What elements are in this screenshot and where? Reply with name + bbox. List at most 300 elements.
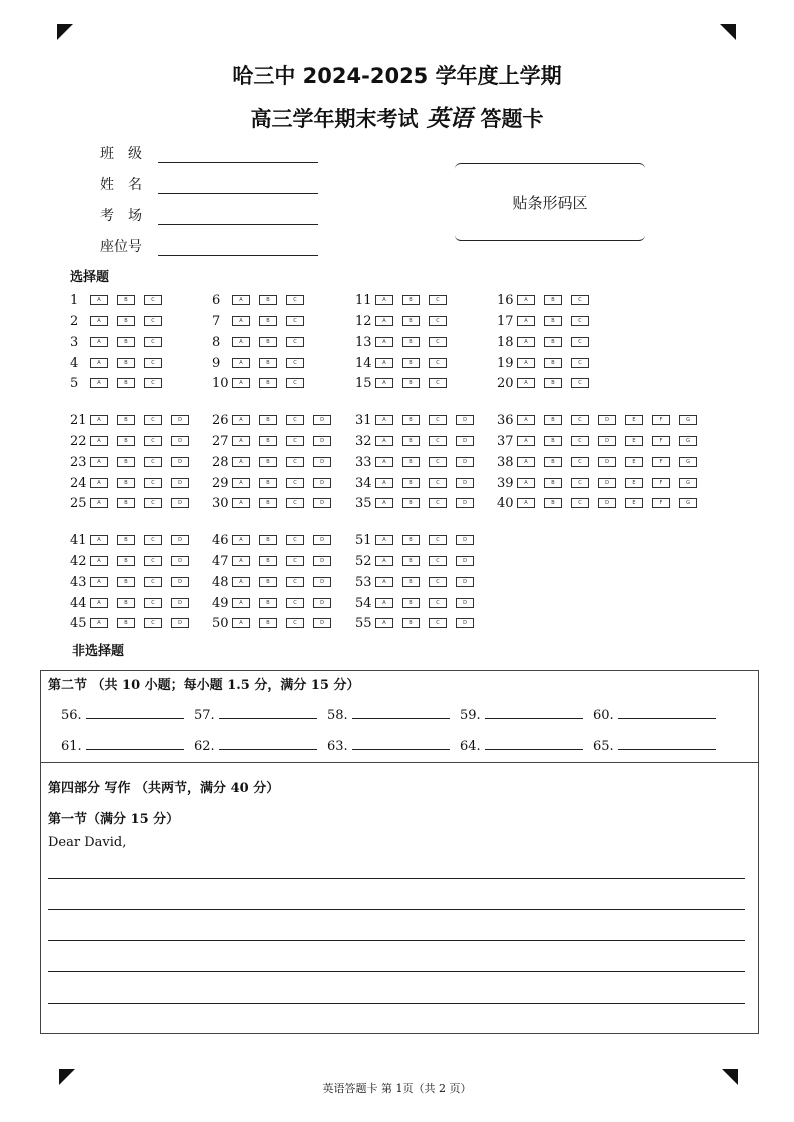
answer-bubble[interactable]: B bbox=[402, 295, 420, 305]
answer-bubble[interactable]: C bbox=[144, 457, 162, 467]
answer-bubble[interactable]: A bbox=[90, 436, 108, 446]
answer-bubble[interactable]: C bbox=[429, 378, 447, 388]
answer-bubble[interactable]: D bbox=[171, 577, 189, 587]
question-number: 6 bbox=[212, 292, 221, 308]
answer-bubble[interactable]: C bbox=[144, 618, 162, 628]
answer-bubble[interactable]: B bbox=[259, 618, 277, 628]
question-35 bbox=[355, 496, 483, 510]
answer-bubble[interactable]: A bbox=[232, 618, 250, 628]
answer-bubble[interactable]: D bbox=[313, 535, 331, 545]
answer-bubble[interactable]: G bbox=[679, 415, 697, 425]
answer-bubble[interactable]: C bbox=[286, 478, 304, 488]
question-number: 32 bbox=[355, 433, 372, 449]
fill-number: 60. bbox=[593, 708, 614, 723]
answer-bubble[interactable]: A bbox=[375, 577, 393, 587]
answer-bubble[interactable]: D bbox=[598, 478, 616, 488]
answer-bubble[interactable]: C bbox=[429, 478, 447, 488]
answer-bubble[interactable]: D bbox=[171, 415, 189, 425]
question-number: 40 bbox=[497, 495, 514, 511]
answer-bubble[interactable]: D bbox=[313, 478, 331, 488]
class-field[interactable] bbox=[158, 148, 318, 163]
fill-blank[interactable] bbox=[485, 706, 583, 719]
question-18 bbox=[497, 335, 598, 349]
answer-bubble[interactable]: D bbox=[171, 498, 189, 508]
answer-bubble[interactable]: D bbox=[598, 436, 616, 446]
question-number: 24 bbox=[70, 475, 87, 491]
question-number: 31 bbox=[355, 412, 372, 428]
answer-bubble[interactable]: D bbox=[313, 598, 331, 608]
answer-bubble[interactable]: A bbox=[232, 478, 250, 488]
answer-bubble[interactable]: B bbox=[402, 436, 420, 446]
answer-bubble[interactable]: E bbox=[625, 478, 643, 488]
question-number: 20 bbox=[497, 375, 514, 391]
answer-bubble[interactable]: A bbox=[90, 337, 108, 347]
part4-section1-header: 第一节（满分 15 分） bbox=[48, 812, 180, 827]
answer-bubble[interactable]: A bbox=[90, 478, 108, 488]
question-43 bbox=[70, 575, 198, 589]
question-11 bbox=[355, 293, 456, 307]
answer-bubble[interactable]: A bbox=[90, 535, 108, 545]
corner-mark-top-left bbox=[57, 24, 73, 40]
answer-bubble[interactable]: C bbox=[286, 577, 304, 587]
question-53 bbox=[355, 575, 483, 589]
question-number: 16 bbox=[497, 292, 514, 308]
answer-bubble[interactable]: D bbox=[313, 556, 331, 566]
answer-bubble[interactable]: A bbox=[232, 337, 250, 347]
answer-bubble[interactable]: B bbox=[544, 436, 562, 446]
answer-bubble[interactable]: B bbox=[544, 498, 562, 508]
seat-field[interactable] bbox=[158, 241, 318, 256]
answer-bubble[interactable]: C bbox=[429, 556, 447, 566]
answer-bubble[interactable]: B bbox=[117, 295, 135, 305]
question-54 bbox=[355, 596, 483, 610]
answer-bubble[interactable]: C bbox=[429, 618, 447, 628]
answer-bubble[interactable]: B bbox=[402, 598, 420, 608]
answer-bubble[interactable]: C bbox=[429, 337, 447, 347]
answer-bubble[interactable]: A bbox=[232, 295, 250, 305]
answer-bubble[interactable]: B bbox=[117, 478, 135, 488]
answer-bubble[interactable]: C bbox=[429, 498, 447, 508]
answer-bubble[interactable]: C bbox=[286, 295, 304, 305]
answer-bubble[interactable]: A bbox=[517, 358, 535, 368]
fill-blank[interactable] bbox=[219, 706, 317, 719]
answer-bubble[interactable]: B bbox=[259, 295, 277, 305]
question-34 bbox=[355, 476, 483, 490]
answer-bubble[interactable]: C bbox=[144, 577, 162, 587]
answer-bubble[interactable]: C bbox=[286, 498, 304, 508]
answer-bubble[interactable]: B bbox=[117, 598, 135, 608]
answer-bubble[interactable]: C bbox=[286, 378, 304, 388]
answer-bubble[interactable]: A bbox=[90, 457, 108, 467]
fill-blank[interactable] bbox=[485, 737, 583, 750]
answer-bubble[interactable]: F bbox=[652, 478, 670, 488]
answer-bubble[interactable]: D bbox=[456, 415, 474, 425]
answer-bubble[interactable]: F bbox=[652, 457, 670, 467]
answer-bubble[interactable]: D bbox=[313, 618, 331, 628]
answer-bubble[interactable]: C bbox=[144, 535, 162, 545]
answer-bubble[interactable]: B bbox=[117, 577, 135, 587]
fill-blank[interactable] bbox=[352, 737, 450, 750]
answer-bubble[interactable]: D bbox=[171, 556, 189, 566]
fill-blank[interactable] bbox=[86, 737, 184, 750]
question-19 bbox=[497, 356, 598, 370]
answer-bubble[interactable]: C bbox=[571, 457, 589, 467]
question-number: 41 bbox=[70, 532, 87, 548]
fill-blank[interactable] bbox=[618, 737, 716, 750]
answer-bubble[interactable]: D bbox=[313, 436, 331, 446]
name-field[interactable] bbox=[158, 179, 318, 194]
answer-bubble[interactable]: D bbox=[456, 556, 474, 566]
answer-bubble[interactable]: B bbox=[259, 556, 277, 566]
answer-bubble[interactable]: A bbox=[517, 316, 535, 326]
answer-bubble[interactable]: A bbox=[232, 598, 250, 608]
answer-bubble[interactable]: C bbox=[286, 316, 304, 326]
answer-bubble[interactable]: A bbox=[90, 295, 108, 305]
answer-bubble[interactable]: B bbox=[259, 478, 277, 488]
answer-bubble[interactable]: B bbox=[259, 358, 277, 368]
title-line-1: 哈三中 2024-2025 学年度上学期 bbox=[232, 64, 562, 88]
answer-bubble[interactable]: B bbox=[259, 415, 277, 425]
question-number: 33 bbox=[355, 454, 372, 470]
writing-line[interactable] bbox=[48, 971, 745, 972]
answer-bubble[interactable]: D bbox=[171, 436, 189, 446]
info-label: 座位号 bbox=[100, 239, 142, 255]
answer-bubble[interactable]: F bbox=[652, 415, 670, 425]
info-seat bbox=[100, 236, 318, 256]
answer-bubble[interactable]: D bbox=[456, 436, 474, 446]
title-card: 答题卡 bbox=[480, 107, 544, 131]
answer-bubble[interactable]: A bbox=[375, 295, 393, 305]
question-number: 13 bbox=[355, 334, 372, 350]
answer-bubble[interactable]: A bbox=[90, 556, 108, 566]
answer-bubble[interactable]: A bbox=[90, 598, 108, 608]
answer-bubble[interactable]: C bbox=[429, 316, 447, 326]
answer-bubble[interactable]: C bbox=[144, 358, 162, 368]
answer-bubble[interactable]: B bbox=[402, 358, 420, 368]
question-13 bbox=[355, 335, 456, 349]
answer-bubble[interactable]: E bbox=[625, 498, 643, 508]
answer-bubble[interactable]: B bbox=[402, 457, 420, 467]
answer-bubble[interactable]: A bbox=[232, 316, 250, 326]
answer-bubble[interactable]: C bbox=[286, 618, 304, 628]
answer-bubble[interactable]: D bbox=[456, 498, 474, 508]
answer-bubble[interactable]: A bbox=[375, 316, 393, 326]
answer-bubble[interactable]: C bbox=[571, 378, 589, 388]
answer-bubble[interactable]: G bbox=[679, 457, 697, 467]
question-number: 17 bbox=[497, 313, 514, 329]
answer-bubble[interactable]: D bbox=[313, 498, 331, 508]
fill-blank[interactable] bbox=[219, 737, 317, 750]
answer-bubble[interactable]: B bbox=[544, 378, 562, 388]
answer-bubble[interactable]: B bbox=[117, 556, 135, 566]
answer-bubble[interactable]: B bbox=[402, 556, 420, 566]
answer-bubble[interactable]: B bbox=[259, 498, 277, 508]
answer-bubble[interactable]: B bbox=[402, 337, 420, 347]
answer-bubble[interactable]: A bbox=[232, 556, 250, 566]
answer-bubble[interactable]: C bbox=[571, 358, 589, 368]
info-label: 姓 名 bbox=[100, 177, 142, 193]
answer-bubble[interactable]: D bbox=[313, 457, 331, 467]
answer-bubble[interactable]: A bbox=[517, 337, 535, 347]
answer-bubble[interactable]: B bbox=[544, 295, 562, 305]
answer-bubble[interactable]: A bbox=[232, 415, 250, 425]
answer-bubble[interactable]: A bbox=[232, 378, 250, 388]
answer-bubble[interactable]: C bbox=[429, 358, 447, 368]
answer-bubble[interactable]: A bbox=[517, 498, 535, 508]
answer-bubble[interactable]: B bbox=[402, 498, 420, 508]
fill-item bbox=[593, 706, 716, 723]
answer-bubble[interactable]: F bbox=[652, 436, 670, 446]
question-30 bbox=[212, 496, 340, 510]
answer-bubble[interactable]: A bbox=[232, 577, 250, 587]
answer-bubble[interactable]: E bbox=[625, 457, 643, 467]
question-number: 37 bbox=[497, 433, 514, 449]
answer-bubble[interactable]: C bbox=[571, 295, 589, 305]
answer-bubble[interactable]: B bbox=[402, 316, 420, 326]
answer-bubble[interactable]: D bbox=[456, 478, 474, 488]
answer-bubble[interactable]: C bbox=[286, 358, 304, 368]
question-31 bbox=[355, 413, 483, 427]
question-number: 7 bbox=[212, 313, 221, 329]
answer-bubble[interactable]: B bbox=[259, 337, 277, 347]
answer-bubble[interactable]: B bbox=[544, 358, 562, 368]
fill-blank[interactable] bbox=[86, 706, 184, 719]
answer-bubble[interactable]: G bbox=[679, 436, 697, 446]
barcode-area: 贴条形码区 bbox=[455, 163, 645, 241]
question-number: 19 bbox=[497, 355, 514, 371]
question-number: 54 bbox=[355, 595, 372, 611]
answer-bubble[interactable]: D bbox=[313, 415, 331, 425]
answer-bubble[interactable]: C bbox=[286, 457, 304, 467]
answer-bubble[interactable]: C bbox=[571, 316, 589, 326]
answer-bubble[interactable]: E bbox=[625, 436, 643, 446]
answer-bubble[interactable]: A bbox=[232, 498, 250, 508]
question-17 bbox=[497, 314, 598, 328]
answer-bubble[interactable]: B bbox=[402, 535, 420, 545]
answer-bubble[interactable]: C bbox=[429, 415, 447, 425]
answer-bubble[interactable]: B bbox=[544, 337, 562, 347]
answer-bubble[interactable]: C bbox=[571, 498, 589, 508]
answer-bubble[interactable]: A bbox=[517, 478, 535, 488]
question-number: 53 bbox=[355, 574, 372, 590]
answer-bubble[interactable]: F bbox=[652, 498, 670, 508]
box-divider bbox=[40, 762, 758, 763]
writing-line[interactable] bbox=[48, 1003, 745, 1004]
answer-bubble[interactable]: D bbox=[598, 498, 616, 508]
answer-bubble[interactable]: C bbox=[144, 378, 162, 388]
answer-bubble[interactable]: B bbox=[117, 457, 135, 467]
answer-bubble[interactable]: C bbox=[286, 598, 304, 608]
question-42 bbox=[70, 554, 198, 568]
answer-bubble[interactable]: B bbox=[117, 415, 135, 425]
fill-number: 61. bbox=[61, 739, 82, 754]
answer-bubble[interactable]: C bbox=[144, 295, 162, 305]
answer-bubble[interactable]: A bbox=[517, 295, 535, 305]
answer-bubble[interactable]: E bbox=[625, 415, 643, 425]
answer-bubble[interactable]: C bbox=[144, 436, 162, 446]
answer-bubble[interactable]: A bbox=[375, 498, 393, 508]
answer-bubble[interactable]: C bbox=[571, 415, 589, 425]
answer-bubble[interactable]: A bbox=[90, 498, 108, 508]
question-number: 34 bbox=[355, 475, 372, 491]
question-number: 18 bbox=[497, 334, 514, 350]
writing-line[interactable] bbox=[48, 940, 745, 941]
answer-bubble[interactable]: A bbox=[232, 436, 250, 446]
fill-blank[interactable] bbox=[352, 706, 450, 719]
answer-bubble[interactable]: C bbox=[144, 415, 162, 425]
question-51 bbox=[355, 533, 483, 547]
answer-bubble[interactable]: B bbox=[259, 316, 277, 326]
answer-bubble[interactable]: A bbox=[90, 577, 108, 587]
question-number: 21 bbox=[70, 412, 87, 428]
page-footer: 英语答题卡 第 1页（共 2 页） bbox=[322, 1082, 472, 1095]
fill-item bbox=[194, 706, 317, 723]
answer-bubble[interactable]: A bbox=[375, 415, 393, 425]
answer-bubble[interactable]: C bbox=[286, 436, 304, 446]
answer-bubble[interactable]: D bbox=[456, 577, 474, 587]
fill-item bbox=[327, 737, 450, 754]
answer-bubble[interactable]: C bbox=[429, 535, 447, 545]
answer-bubble[interactable]: A bbox=[90, 415, 108, 425]
answer-bubble[interactable]: B bbox=[117, 378, 135, 388]
answer-bubble[interactable]: A bbox=[232, 535, 250, 545]
answer-bubble[interactable]: B bbox=[544, 415, 562, 425]
answer-bubble[interactable]: B bbox=[402, 577, 420, 587]
answer-bubble[interactable]: A bbox=[90, 378, 108, 388]
answer-bubble[interactable]: A bbox=[517, 436, 535, 446]
question-9 bbox=[212, 356, 313, 370]
question-number: 4 bbox=[70, 355, 79, 371]
answer-bubble[interactable]: B bbox=[259, 436, 277, 446]
answer-bubble[interactable]: A bbox=[375, 478, 393, 488]
answer-bubble[interactable]: D bbox=[171, 457, 189, 467]
answer-bubble[interactable]: D bbox=[456, 535, 474, 545]
answer-bubble[interactable]: A bbox=[517, 378, 535, 388]
answer-bubble[interactable]: B bbox=[117, 436, 135, 446]
answer-bubble[interactable]: A bbox=[90, 358, 108, 368]
question-23 bbox=[70, 455, 198, 469]
question-2 bbox=[70, 314, 171, 328]
answer-bubble[interactable]: D bbox=[456, 457, 474, 467]
answer-bubble[interactable]: B bbox=[117, 316, 135, 326]
writing-line[interactable] bbox=[48, 878, 745, 879]
answer-bubble[interactable]: C bbox=[429, 577, 447, 587]
answer-bubble[interactable]: C bbox=[429, 598, 447, 608]
answer-bubble[interactable]: A bbox=[375, 436, 393, 446]
answer-bubble[interactable]: A bbox=[375, 337, 393, 347]
title-exam: 高三学年期末考试 bbox=[250, 107, 419, 131]
answer-bubble[interactable]: B bbox=[402, 378, 420, 388]
question-number: 27 bbox=[212, 433, 229, 449]
answer-bubble[interactable]: C bbox=[144, 478, 162, 488]
question-number: 36 bbox=[497, 412, 514, 428]
answer-bubble[interactable]: B bbox=[259, 535, 277, 545]
info-name bbox=[100, 174, 318, 194]
answer-bubble[interactable]: C bbox=[429, 457, 447, 467]
answer-bubble[interactable]: A bbox=[375, 457, 393, 467]
answer-bubble[interactable]: A bbox=[375, 556, 393, 566]
answer-bubble[interactable]: C bbox=[144, 556, 162, 566]
fill-blank[interactable] bbox=[618, 706, 716, 719]
answer-bubble[interactable]: B bbox=[117, 498, 135, 508]
answer-bubble[interactable]: C bbox=[571, 436, 589, 446]
answer-bubble[interactable]: B bbox=[259, 598, 277, 608]
answer-bubble[interactable]: A bbox=[517, 415, 535, 425]
fill-number: 58. bbox=[327, 708, 348, 723]
answer-bubble[interactable]: B bbox=[117, 618, 135, 628]
answer-bubble[interactable]: B bbox=[544, 457, 562, 467]
answer-bubble[interactable]: D bbox=[171, 618, 189, 628]
answer-bubble[interactable]: D bbox=[456, 598, 474, 608]
answer-bubble[interactable]: A bbox=[375, 535, 393, 545]
answer-bubble[interactable]: C bbox=[571, 337, 589, 347]
answer-bubble[interactable]: G bbox=[679, 478, 697, 488]
answer-bubble[interactable]: D bbox=[598, 457, 616, 467]
answer-bubble[interactable]: C bbox=[144, 598, 162, 608]
answer-bubble[interactable]: C bbox=[144, 498, 162, 508]
answer-bubble[interactable]: B bbox=[117, 535, 135, 545]
answer-bubble[interactable]: D bbox=[171, 478, 189, 488]
question-14 bbox=[355, 356, 456, 370]
fill-number: 59. bbox=[460, 708, 481, 723]
answer-bubble[interactable]: B bbox=[544, 478, 562, 488]
answer-bubble[interactable]: C bbox=[144, 337, 162, 347]
answer-bubble[interactable]: B bbox=[402, 478, 420, 488]
answer-bubble[interactable]: B bbox=[259, 577, 277, 587]
answer-bubble[interactable]: B bbox=[402, 618, 420, 628]
answer-bubble[interactable]: D bbox=[171, 598, 189, 608]
answer-bubble[interactable]: A bbox=[375, 598, 393, 608]
answer-bubble[interactable]: C bbox=[286, 535, 304, 545]
answer-bubble[interactable]: A bbox=[90, 316, 108, 326]
answer-bubble[interactable]: D bbox=[313, 577, 331, 587]
answer-bubble[interactable]: A bbox=[375, 618, 393, 628]
answer-bubble[interactable]: D bbox=[598, 415, 616, 425]
answer-bubble[interactable]: D bbox=[171, 535, 189, 545]
question-1 bbox=[70, 293, 171, 307]
answer-bubble[interactable]: B bbox=[117, 358, 135, 368]
answer-bubble[interactable]: C bbox=[429, 436, 447, 446]
question-number: 38 bbox=[497, 454, 514, 470]
fill-number: 63. bbox=[327, 739, 348, 754]
answer-bubble[interactable]: C bbox=[429, 295, 447, 305]
answer-bubble[interactable]: A bbox=[90, 618, 108, 628]
answer-bubble[interactable]: B bbox=[117, 337, 135, 347]
answer-bubble[interactable]: C bbox=[571, 478, 589, 488]
fill-item bbox=[327, 706, 450, 723]
answer-bubble[interactable]: B bbox=[544, 316, 562, 326]
writing-line[interactable] bbox=[48, 909, 745, 910]
answer-bubble[interactable]: A bbox=[232, 457, 250, 467]
answer-bubble[interactable]: A bbox=[232, 358, 250, 368]
answer-bubble[interactable]: C bbox=[144, 316, 162, 326]
answer-bubble[interactable]: D bbox=[456, 618, 474, 628]
answer-bubble[interactable]: C bbox=[286, 415, 304, 425]
exam-room-field[interactable] bbox=[158, 210, 318, 225]
question-number: 29 bbox=[212, 475, 229, 491]
answer-bubble[interactable]: B bbox=[402, 415, 420, 425]
answer-bubble[interactable]: G bbox=[679, 498, 697, 508]
answer-bubble[interactable]: A bbox=[375, 378, 393, 388]
answer-bubble[interactable]: C bbox=[286, 556, 304, 566]
fill-item bbox=[61, 737, 184, 754]
answer-bubble[interactable]: A bbox=[375, 358, 393, 368]
answer-bubble[interactable]: C bbox=[286, 337, 304, 347]
fill-number: 64. bbox=[460, 739, 481, 754]
answer-bubble[interactable]: B bbox=[259, 457, 277, 467]
answer-bubble[interactable]: B bbox=[259, 378, 277, 388]
answer-bubble[interactable]: A bbox=[517, 457, 535, 467]
